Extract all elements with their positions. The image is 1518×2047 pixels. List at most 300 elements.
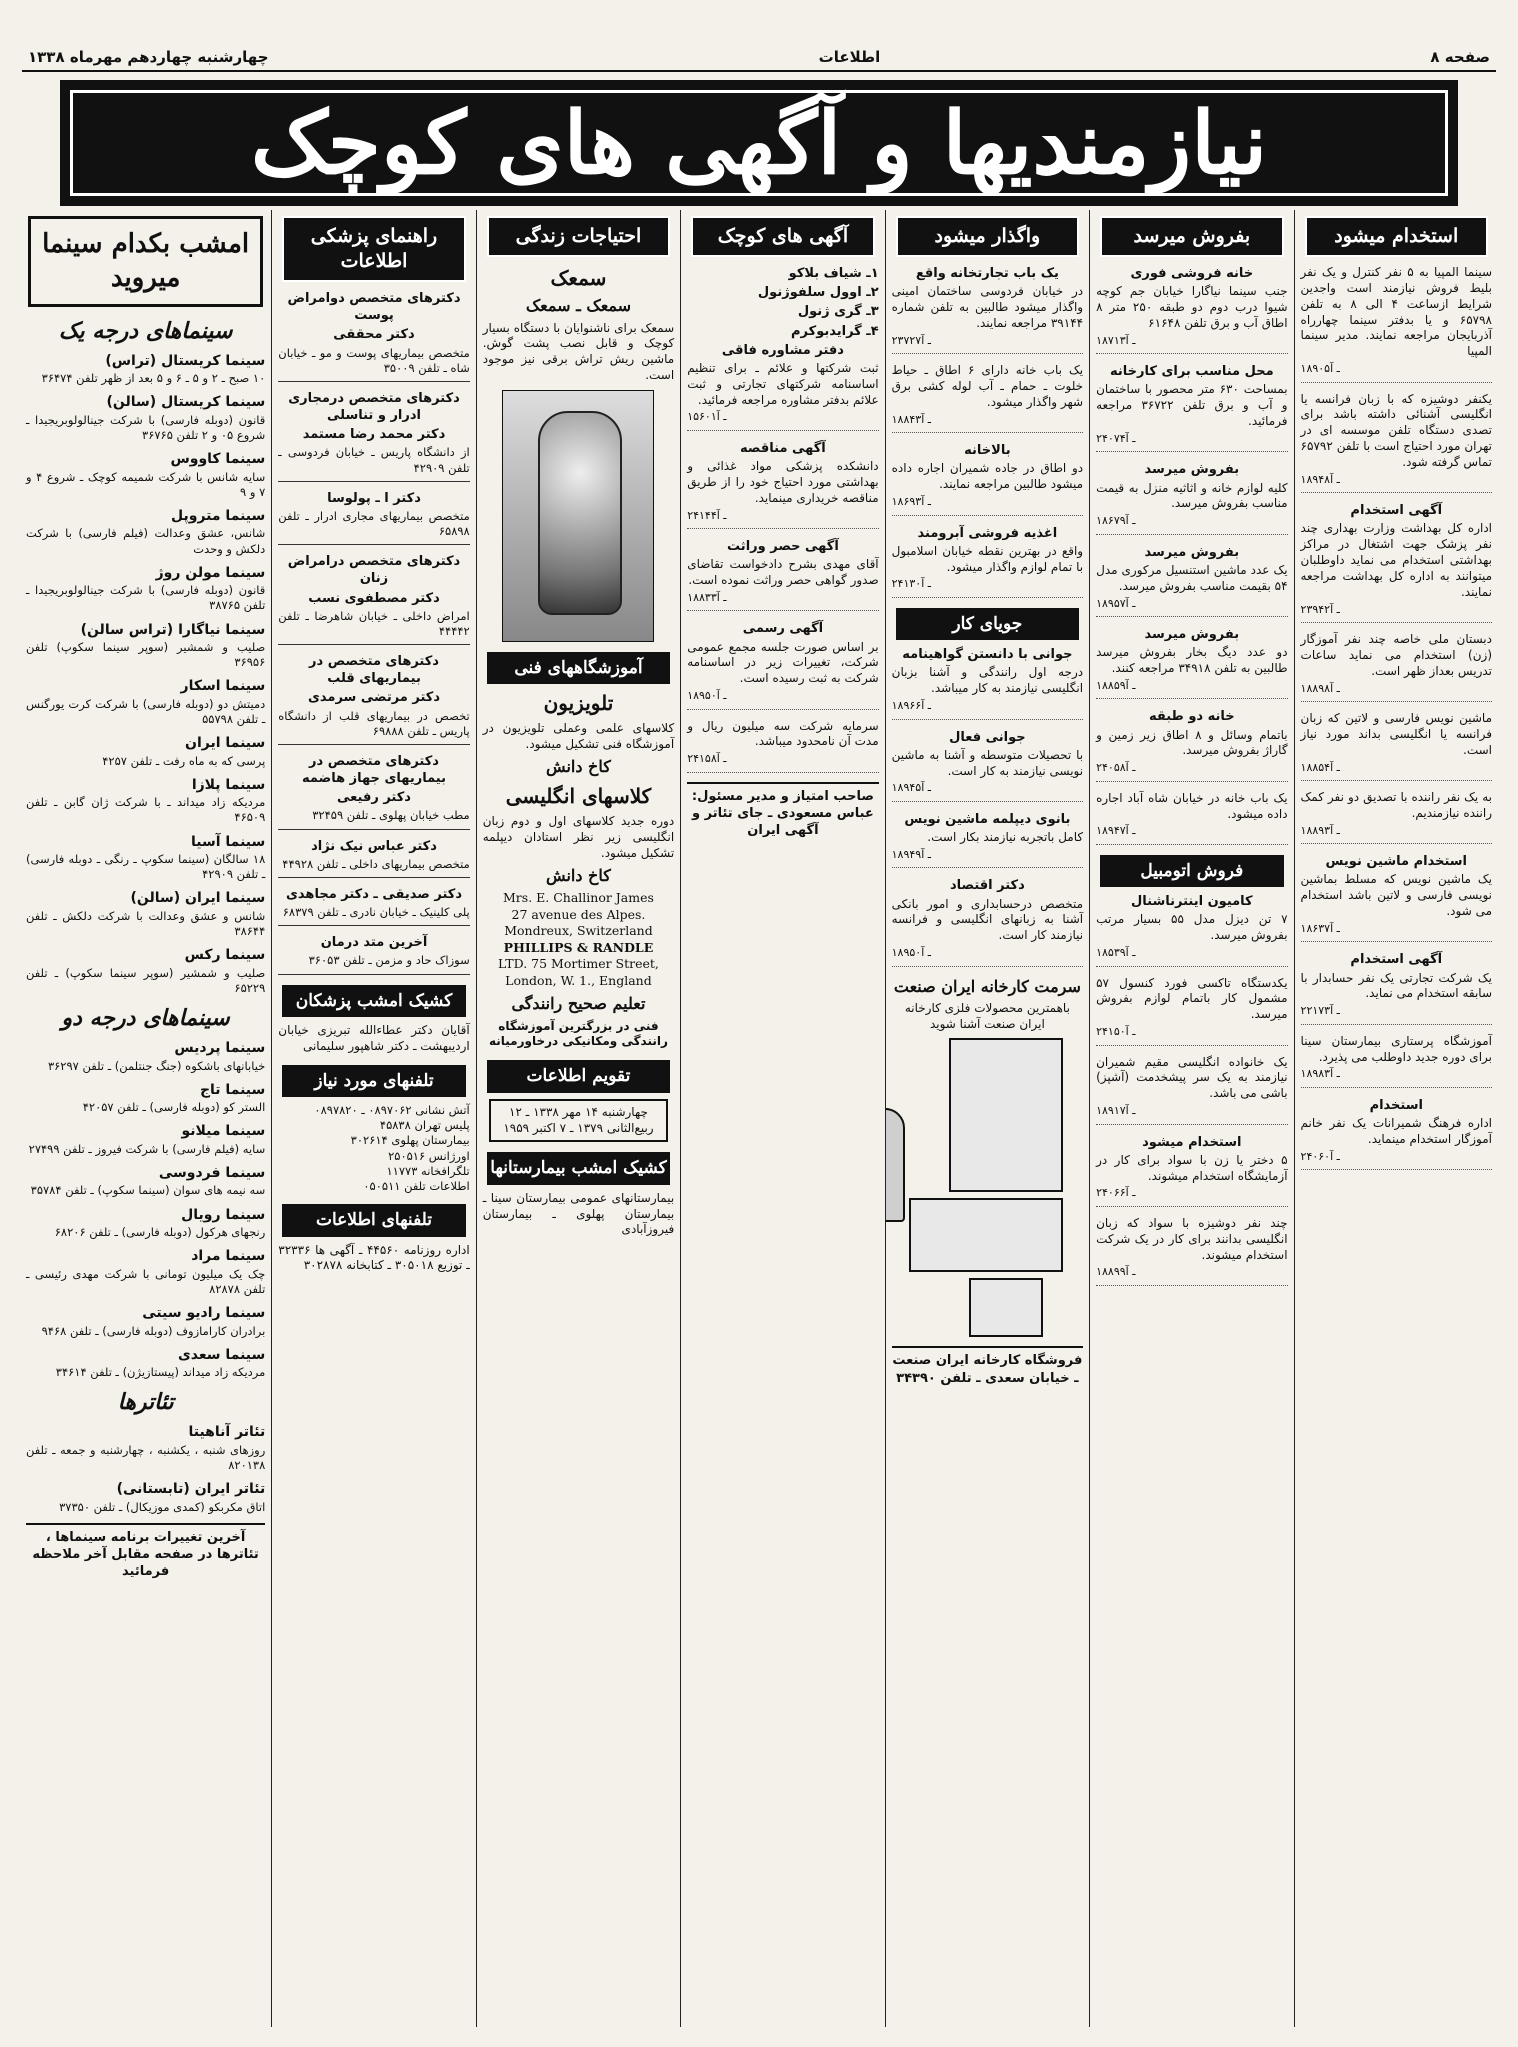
ad-text: دانشکده پزشکی مواد غذائی و بهداشتی مورد احتیاج خود را از طریق مناقصه خریداری مینماید. [687,459,879,505]
cinema-heading: امشب بکدام سینما میروید [28,216,263,307]
first-class-heading: سینماهای درجه یک [58,317,233,344]
cinema-info: سایه شانس با شرکت شمیمه کوچک ـ شروع ۴ و ۷ و ۹ [25,469,266,499]
cinema-name: سینما رکس [184,947,266,964]
phone-list [278,1103,469,1194]
doctor-category: دکترهای متخصص در بیماریهای جهاز هاضمه [302,753,446,787]
phones-heading: تلفنهای مورد نیاز [282,1065,465,1097]
classified-ad [687,719,878,773]
ad-code: ۱۸۸۳۳ـ آ [687,590,727,604]
ad-text: چند نفر دوشیزه با سواد که زبان انگلیسی بدانند برای کار در یک شرکت استخدام میشوند. [1096,1215,1288,1262]
ad-code: ۲۴۱۳۰ـ آ [891,577,931,591]
ad-text: یک خانواده انگلیسی مقیم شمیران نیازمند به یک سر پیشخدمت (آشپز) باشی می باشد. [1096,1054,1288,1101]
doctor-entry [278,934,469,974]
doctor-name: دکتر محققی [333,327,415,343]
doctor-name: دکتر مرتضی سرمدی [308,690,440,706]
classified-ad [1096,976,1287,1046]
cinema-name: سینما آسیا [191,833,266,850]
classified-ad [1301,265,1492,382]
cinema-info: قانون (دوبله فارسی) با شرکت جینالولوبریجیدا ـ تلفن ۳۸۷۶۵ [25,583,266,613]
column-transfers [885,210,1089,2027]
cinema-name: سینما کریستال (تراس) [105,352,266,369]
cinema-entry [26,833,265,883]
theaters-heading: تئاترها [117,1389,174,1416]
cinema-info: شانس، عشق وعدالت (فیلم فارسی) با شرکت دلکش و وحدت [25,526,266,556]
doctor-category: دکترهای متخصص درمجاری ادرار و تناسلی [288,390,460,424]
column-for-sale [1089,210,1293,2027]
ad-title: بفروش میرسد [1144,544,1240,560]
cinema-entry [26,776,265,826]
technical-schools-heading: آموزشگاههای فنی [487,652,670,684]
english-class-text: دوره جدید کلاسهای اول و دوم زبان انگلیسی زیر نظر استادان دیپلمه تشکیل میشود. [482,813,675,860]
cinema-entry [26,946,265,996]
cinema-list [26,352,265,996]
second-class-heading: سینماهای درجه دو [61,1005,230,1032]
cinema-name: سینما رادیو سیتی [142,1305,266,1322]
ad-code: ۲۴۰۶۶ـ آ [1096,1186,1136,1200]
ad-text: اداره فرهنگ شمیرانات یک نفر خانم آموزگار استخدام مینماید. [1300,1116,1492,1146]
classified-ad [1301,951,1492,1024]
cinema-entry [26,1304,265,1339]
cinema-name: تئاتر آناهیتا [188,1424,266,1441]
classified-ad [1301,711,1492,781]
ad-text: به یک نفر راننده با تصدیق دو نفر کمک راننده نیازمندیم. [1300,790,1492,820]
doctor-info: سوزاک حاد و مزمن ـ تلفن ۳۶۰۵۳ [308,953,470,968]
ad-text: ماشین نویس فارسی و لاتین که زبان فرانسه یا انگلیسی بداند مورد نیاز است. [1300,711,1492,757]
doctor-name: دکتر صدیقی ـ دکتر مجاهدی [286,886,462,902]
cinema-info: سه نیمه های سوان (سینما سکوپ) ـ تلفن ۳۵۷۸۴ [30,1183,266,1198]
ad-text: با تحصیلات متوسطه و آشنا به ماشین نویسی نیازمند به کار است. [891,747,1084,778]
masthead [22,44,1496,72]
cinema-info: خیابانهای باشکوه (جنگ جنتلمن) ـ تلفن ۳۶۲۹۷ [47,1058,266,1073]
cinema-info: قانون (دوبله فارسی) با شرکت جینالولوبریجیدا ـ شروع ۰۵ و ۲ تلفن ۳۶۷۶۵ [25,412,266,442]
ad-code: ۲۴۰۵۸ـ آ [1096,761,1136,775]
ad-code: ۲۴۱۵۰ـ آ [1096,1025,1136,1039]
classified-ad [1096,1216,1287,1286]
cinema-name: سینما تاج [199,1081,266,1098]
classified-ad [687,620,878,709]
chair-shape [885,1108,905,1222]
ad-code: ۱۸۹۴۷ـ آ [1096,824,1136,838]
ad-code: ۱۸۸۹۹ـ آ [1096,1265,1136,1279]
doctor-list [278,290,469,974]
ad-text: یکنفر دوشیزه که با زبان فرانسه یا انگلیسی آشنائی داشته باشد برای تصدی دستگاه تلفن موسسه ای در تهران مورد احتیاج است با تلفن ۶۵۷۹۲ تماس گرفته شود. [1300,391,1492,469]
issue-date: چهارشنبه چهاردهم مهرماه ۱۳۳۸ [28,48,269,66]
cinema-name: سینما پلازا [191,776,266,793]
ad-code: ۱۸۶۹۳ـ آ [891,495,931,509]
driving-school-text: فنی در بزرگترین آموزشگاه رانندگی ومکانیکی درخاورمیانه [488,1018,668,1049]
classified-ad [1301,790,1492,844]
product-list-item: ۱ـ شیاف بلاکو [788,266,879,282]
cinema-entry [26,1206,265,1241]
ad-title: اغذیه فروشی آبرومند [917,525,1058,541]
ads-list [1096,265,1287,845]
doctor-entry [278,390,469,482]
ads-list [892,265,1083,598]
ad-code: ۱۸۹۵۷ـ آ [1096,596,1136,610]
ad-text: ۵ دختر یا زن با سواد برای کار در آزمایشگاه استخدام میشوند. [1096,1152,1288,1183]
hospital-text: بیمارستانهای عمومی بیمارستان سینا ـ بیمارستان پهلوی ـ بیمارستان فیروزآبادی [482,1190,675,1237]
ad-text: ثبت شرکتها و علائم ـ برای تنظیم اساسنامه شرکتهای تجارتی و ثبت علائم بدفتر مشاوره مراجعه فرمائید. [687,360,879,407]
ad-code: ۱۸۹۸۳ـ آ [1300,1067,1340,1081]
ad-code: ۱۸۹۴۹ـ آ [891,847,931,861]
column-heading: احتیاجات زندگی [487,216,670,257]
ad-text: متخصص درحسابداری و امور بانکی آشنا به زبانهای انگلیسی و فرانسه نیازمند کار است. [891,896,1084,943]
cinema-info: شانس و عشق وعدالت با شرکت دلکش ـ تلفن ۳۸۶۴۴ [25,908,266,939]
ad-code: ۲۲۱۷۳ـ آ [1300,1004,1340,1018]
ad-title: دکتر اقتصاد [949,878,1025,894]
ad-text: یک باب خانه دارای ۶ اطاق ـ حیاط خلوت ـ حمام ـ آب لوله کشی برق شهر واگذار میشود. [891,363,1084,409]
classified-ad [1301,392,1492,494]
hearing-aid-title: سمعک [550,266,607,291]
classified-ad [892,525,1083,598]
classified-ad [1096,544,1287,617]
ad-title: کامیون اینترناشنال [1131,894,1253,910]
cinema-info: دمیتش دو (دوبله فارسی) با شرکت کرت یورگنس ـ تلفن ۵۵۷۹۸ [25,696,266,726]
classified-ad [1096,1055,1287,1125]
doctor-name: دکتر محمد رضا مستمد [302,427,446,443]
cinema-name: سینما اسکار [180,678,266,695]
ad-text: ۷ تن دیزل مدل ۵۵ بسیار مرتب بفروش میرسد. [1096,912,1288,943]
ad-title: استخدام ماشین نویس [1325,854,1468,870]
ads-list [687,342,878,773]
cinema-name: سینما ایران [185,735,266,752]
ad-text: یکدستگاه تاکسی فورد کنسول ۵۷ مشمول کار باتمام لوازم بفروش میرسد. [1096,975,1288,1022]
classified-ad [687,440,878,529]
ad-title: بانوی دیپلمه ماشین نویس [904,811,1071,827]
ad-title: آگهی مناقصه [740,440,826,456]
ad-code: ۱۸۹۰۵ـ آ [1300,362,1340,376]
ad-text: یک عدد ماشین استنسیل مرکوری مدل ۵۴ بقیمت مناسب بفروش میرسد. [1096,562,1288,593]
cinema-info: برادران کارامازوف (دوبله فارسی) ـ تلفن ۹۴۶۸ [41,1323,266,1338]
classified-ad [1096,626,1287,699]
classified-ad [687,538,878,611]
doctor-name: آخرین متد درمان [320,935,428,951]
ads-list [892,646,1083,966]
phone-entry: آتش نشانی ۰۸۹۷۰۶۲ ـ ۰۸۹۷۸۲۰ [314,1103,470,1118]
theater-list [26,1423,265,1514]
doctor-category: دکترهای متخصص دوامراض پوست [287,291,461,324]
address-line: Mondreux, Switzerland [504,923,653,939]
cinema-info: مردیکه زاد میداند (پیستازیژن) ـ تلفن ۳۴۶۱۴ [55,1365,266,1380]
doctor-name: دکتر عباس نیک نژاد [311,838,437,854]
product-list [687,265,878,340]
cinema-info: روزهای شنبه ، یکشنبه ، چهارشنبه و جمعه ـ تلفن ۸۲۰۱۳۸ [25,1442,266,1473]
doctor-entry [278,290,469,382]
cinema-info: الستر کو (دوبله فارسی) ـ تلفن ۴۲۰۵۷ [82,1100,266,1115]
hearing-aid-text: سمعک برای ناشنوایان با دستگاه بسیار کوچک و قابل نصب پشت گوش. ماشین ریش تراش برقی نیز موجود است. [482,320,675,383]
ad-title: بفروش میرسد [1144,627,1240,643]
doctor-entry [278,886,469,926]
classified-ad [892,363,1083,433]
cinema-entry [26,1247,265,1297]
cinema-list [26,1039,265,1380]
classifieds-banner: نیازمندیها و آگهی های کوچک [60,80,1458,206]
english-class-title: کلاسهای انگلیسی [505,784,652,809]
ad-title: خانه دو طبقه [1149,709,1235,725]
cinema-entry [26,1081,265,1116]
cinema-entry [26,734,265,769]
driving-school-title: تعلیم صحیح رانندگی [511,994,646,1014]
cinema-name: سینما سعدی [177,1346,266,1363]
tv-text: کلاسهای علمی وعملی تلویزیون در آموزشگاه فنی تشکیل میشود. [482,720,675,751]
ad-text: دو اطاق در جاده شمیران اجاره داده میشود طالبین مراجعه نمایند. [891,461,1084,492]
ad-title: استخدام میشود [1142,1134,1242,1150]
ad-title: آگهی استخدام [1350,503,1443,519]
cinema-info: ۱۸ سالگان (سینما سکوپ ـ رنگی ـ دوبله فارسی) ـ تلفن ۴۲۹۰۹ [25,852,266,882]
cinema-name: سینما ایران (سالن) [130,890,266,907]
ad-title: آگهی رسمی [742,621,824,637]
doctor-info: از دانشگاه پاریس ـ خیابان فردوسی ـ تلفن ۴۲۹۰۹ [278,445,470,475]
address-line: Mrs. E. Challinor James [503,890,654,906]
classified-ad [1096,1134,1287,1207]
night-doctors-heading: کشیک امشب پزشکان [282,985,465,1017]
classified-ad [1096,708,1287,781]
classified-ad [892,729,1083,802]
doctor-name: دکتر مصطفوی نسب [308,590,440,606]
ad-title: بفروش میرسد [1144,462,1240,478]
column-living-needs [476,210,680,2027]
ad-text: یک باب خانه در خیابان شاه آباد اجاره داده میشود. [1096,790,1288,821]
cinema-entry [26,1122,265,1157]
column-employment [1294,210,1498,2027]
ad-code: ۱۸۸۹۳ـ آ [1300,823,1340,837]
ad-title: محل مناسب برای کارخانه [1109,364,1274,380]
classified-ad [892,442,1083,515]
cinema-entry [26,507,265,557]
doctor-name: دکتر ا ـ پولوسا [327,490,421,506]
columns [20,210,1498,2027]
ad-title: جوانی با دانستن گواهینامه [902,647,1073,663]
cinema-info: رنجهای هرکول (دوبله فارسی) ـ تلفن ۶۸۲۰۶ [54,1225,266,1240]
cinema-name: سینما متروپل [171,507,266,524]
ad-text: اداره کل بهداشت وزارت بهداری چند نفر پزشک جهت اشتغال در مراکز بهداشتی استخدام می نماید داوطلبان میتوانند به اداره کل بهداشت مراجعه نمایند. [1300,521,1492,599]
column-small-ads [680,210,884,2027]
cinema-entry [26,393,265,443]
address-line: LTD. 75 Mortimer Street, [498,956,659,972]
night-doctors-text: آقایان دکتر عطاءالله تبریزی خیابان اردیبهشت ـ دکتر شاهپور سلیمانی [278,1022,470,1053]
school-name: کاخ دانش [546,757,611,777]
column-heading: بفروش میرسد [1100,216,1283,257]
doctor-name: دکتر رفیعی [337,790,411,806]
classified-ad [1096,893,1287,966]
cinema-name: سینما نیاگارا (تراس سالن) [80,621,266,638]
cinema-name: سینما پردیس [174,1040,266,1057]
cinema-info: اتاق مکربکو (کمدی موزیکال) ـ تلفن ۳۷۳۵۰ [59,1499,266,1514]
cinema-info: چک یک میلیون تومانی با شرکت مهدی رئیسی ـ تلفن ۸۲۸۷۸ [25,1266,266,1296]
cinema-info: صلیب و شمشیر (سوپر سینما سکوپ) تلفن ۳۶۹۵۶ [25,640,266,670]
cinema-entry [26,1480,265,1515]
cinema-entry [26,564,265,614]
ad-text: کامل باتجربه نیازمند بکار است. [927,830,1084,845]
calendar-box: چهارشنبه ۱۴ مهر ۱۳۳۸ ـ ۱۲ ربیع‌الثانی ۱۳۷۹ ـ ۷ اکتبر ۱۹۵۹ [489,1099,668,1143]
ad-text: در خیابان فردوسی ساختمان امینی واگذار میشود طالبین به تلفن شماره ۳۹۱۴۴ مراجعه نمایند. [891,284,1084,330]
ad-code: ۱۸۶۷۹ـ آ [1096,514,1136,528]
factory-ad-text: باهمترین محصولات فلزی کارخانه ایران صنعت آشنا شوید [904,1000,1070,1031]
cinema-name: سینما کاووس [170,451,266,468]
product-list-item: ۳ـ گری ژنول [797,304,879,320]
classified-ad [687,342,878,431]
column-heading: راهنمای پزشکی اطلاعات [282,216,465,282]
ad-code: ۱۸۹۶۶ـ آ [891,699,931,713]
ad-text: واقع در بهترین نقطه خیابان اسلامبول با تمام لوازم واگذار میشود. [891,543,1084,574]
address-line: London, W. 1., England [505,972,652,988]
classified-ad [892,811,1083,869]
cinema-info: پرسی که به ماه رفت ـ تلفن ۴۲۵۷ [102,753,266,768]
info-phones-text: اداره روزنامه ۴۴۵۶۰ ـ آگهی ها ۳۲۳۳۶ ـ توزیع ۳۰۵۰۱۸ ـ کتابخانه ۳۰۲۸۷۸ [278,1242,470,1273]
ad-code: ۱۸۹۱۷ـ آ [1096,1104,1136,1118]
ad-text: یک ماشین نویس که مسلط بماشین نویسی فارسی و لاتین باشد استخدام می شود. [1300,872,1492,919]
doctor-entry [278,553,469,645]
address-line: 27 avenue des Alpes. [511,906,646,922]
ad-text: کلیه لوازم خانه و اثاثیه منزل به قیمت مناسب بفروش میرسد. [1096,480,1288,511]
ad-text: بمساحت ۶۳۰ متر محصور با ساختمان و آب و برق تلفن ۳۶۷۲۲ مراجعه فرمائید. [1096,382,1288,429]
ad-code: ۱۸۸۹۸ـ آ [1300,681,1340,695]
ad-text: دو عدد دیگ بخار بفروش میرسد طالبین به تلفن ۳۴۹۱۸ مراجعه کنند. [1096,645,1288,676]
cinema-name: سینما کریستال (سالن) [106,394,266,411]
classified-ad [1301,632,1492,702]
ad-code: ۱۸۸۵۴ـ آ [1300,760,1340,774]
cinema-name: تئاتر ایران (تابستانی) [116,1481,266,1498]
classified-ad [1096,461,1287,534]
factory-footer: فروشگاه کارخانه ایران صنعت ـ خیابان سعدی ـ تلفن ۳۴۳۹۰ [892,1346,1083,1386]
cinema-info: صلیب و شمشیر (سوپر سینما سکوپ) ـ تلفن ۶۵۲۲۹ [25,965,266,995]
ad-code: ۱۸۶۳۷ـ آ [1300,921,1340,935]
ad-code: ۲۴۱۴۴ـ آ [687,508,727,522]
desk-shape [909,1198,1063,1272]
ad-title: خانه فروشی فوری [1130,266,1254,282]
ad-code: ۱۸۸۵۹ـ آ [1096,678,1136,692]
doctor-info: متخصص بیماریهای داخلی ـ تلفن ۴۴۹۲۸ [282,856,470,871]
ad-title: آگهی استخدام [1350,952,1443,968]
classified-ad [892,265,1083,354]
cinema-entry [26,1346,265,1381]
classified-ad [1301,853,1492,942]
ad-title: بالاخانه [964,443,1011,459]
phone-entry: تلگرافخانه ۱۱۷۷۳ [386,1163,470,1178]
ad-code: ۱۸۹۵۰ـ آ [687,688,727,702]
ad-title: آگهی حصر وراثت [727,539,839,555]
doctor-entry [278,490,469,546]
ad-code: ۱۸۸۴۳ـ آ [891,412,931,426]
doctor-entry [278,753,469,830]
cinema-entry [26,1423,265,1473]
cinema-info: سایه (فیلم فارسی) با شرکت فیروز ـ تلفن ۲۷۴۹۹ [28,1141,266,1156]
ad-text: درجه اول رانندگی و آشنا بزبان انگلیسی نیازمند به کار میباشد. [891,665,1084,696]
job-seekers-heading: جویای کار [896,608,1079,640]
ad-code: ۱۸۹۴۵ـ آ [891,781,931,795]
classified-ad [1301,502,1492,623]
product-list-item: ۲ـ اوول سلفوژنول [757,285,879,301]
ad-code: ۲۴۰۶۰ـ آ [1300,1149,1340,1163]
ad-code: ۱۸۵۳۹ـ آ [1096,946,1136,960]
cinema-info: مردیکه زاد میداند ـ با شرکت ژان گابن ـ تلفن ۴۶۵۰۹ [25,795,266,825]
product-list-item: ۴ـ گرایدبوکرم [791,323,879,339]
ad-text: سینما المپیا به ۵ نفر کنترل و یک نفر بلیط فروش نیازمند است واجدین شرایط ازساعت ۴ الی ۸ به تلفن ۶۵۷۹۸ و یا بدفتر سینما چهارراه آذربایجان مراجعه نمایند. مدیر سینما المپیا [1300,265,1493,359]
doctor-category: دکترهای متخصص در بیماریهای قلب [309,654,439,687]
info-phones-heading: تلفنهای اطلاعات [282,1204,465,1236]
cinema-footer: آخرین تغییرات برنامه سینماها ، تئاترها در صفحه مقابل آخر ملاحظه فرمائید [26,1523,265,1580]
furniture-illustration [885,1038,1083,1338]
column-heading: آگهی های کوچک [691,216,874,257]
ad-code: ۲۳۷۲۷ـ آ [891,333,931,347]
cinema-entry [26,621,265,671]
classified-ad [892,877,1083,966]
tv-title: تلویزیون [543,691,614,716]
ad-code: ۲۳۹۴۲ـ آ [1300,602,1340,616]
phone-entry: بیمارستان پهلوی ۳۰۲۶۱۴ [350,1133,470,1148]
doctor-category: دکترهای متخصص درامراض زنان [287,554,461,587]
locker-shape [969,1278,1043,1337]
hospital-heading: کشیک امشب بیمارستانها [487,1152,670,1184]
ad-code: ۲۴۰۷۴ـ آ [1096,431,1136,445]
ad-text: باتمام وسائل و ۸ اطاق زیر زمین و گاراژ بفروش میرسد. [1096,727,1288,758]
phone-entry: پلیس تهران ۴۵۸۳۸ [379,1118,470,1133]
ad-title: دفتر مشاوره فاقی [721,342,844,358]
cinema-entry [26,889,265,939]
ad-code: ۱۸۷۱۳ـ آ [1096,333,1136,347]
car-sale-heading: فروش اتومبیل [1100,855,1283,887]
page-number: صفحه ۸ [1430,48,1490,66]
publisher-note: صاحب امتیاز و مدیر مسئول: عباس مسعودی ـ جای تئاتر و آگهی ایران [687,782,878,839]
factory-ad-title: سرمت کارخانه ایران صنعت [893,976,1081,996]
hearing-aid-subtitle: سمعک ـ سمعک [525,296,632,316]
classified-ad [1096,363,1287,452]
cinema-name: سینما رویال [181,1206,266,1223]
ad-title: یک باب تجارتخانه واقع [915,266,1059,282]
ad-title: جوانی فعال [949,729,1026,745]
column-heading: استخدام میشود [1305,216,1488,257]
ad-text: جنب سینما نیاگارا خیابان جم کوچه شیوا درب دوم دو طبقه ۲۵۰ متر ۸ اطاق آب و برق تلفن ۶۱۶۴۸ [1096,284,1288,330]
cinema-entry [26,352,265,387]
doctor-info: متخصص بیماریهای مجاری ادرار ـ تلفن ۶۵۸۹۸ [278,508,470,539]
classified-ad [1301,1034,1492,1088]
cinema-entry [26,1164,265,1199]
doctor-info: تخصص در بیماریهای قلب از دانشگاه پاریس ـ تلفن ۶۹۸۸۸ [278,708,470,738]
razor-illustration [502,390,654,642]
cinema-entry [26,1039,265,1074]
razor-shape [538,411,622,615]
doctor-info: پلی کلینیک ـ خیابان نادری ـ تلفن ۶۸۳۷۹ [282,905,470,920]
classified-ad [1301,1097,1492,1170]
ad-code: ۲۴۱۵۸ـ آ [687,752,727,766]
classified-ad [892,646,1083,719]
column-medical-guide [271,210,475,2027]
phone-entry: اطلاعات تلفن ۰۵۰۵۱۱ [363,1178,470,1193]
doctor-entry [278,838,469,878]
ad-title: استخدام [1369,1097,1423,1113]
cinema-name: سینما مراد [191,1248,266,1265]
column-heading: واگذار میشود [896,216,1079,257]
doctor-info: متخصص بیماریهای پوست و مو ـ خیابان شاه ـ تلفن ۳۵۰۰۹ [278,345,470,375]
ad-text: سرمایه شرکت سه میلیون ریال و مدت آن نامحدود میباشد. [687,718,879,749]
column-cinemas [20,210,271,2027]
cinema-name: سینما میلانو [181,1123,266,1140]
phone-entry: اورژانس ۲۵۰۵۱۶ [388,1148,470,1163]
ads-list [1096,893,1287,1286]
cinema-entry [26,677,265,727]
ad-code: ۱۸۹۴۸ـ آ [1300,472,1340,486]
paper-name: اطلاعات [818,48,881,66]
calendar-heading: تقویم اطلاعات [487,1060,670,1092]
ad-code: ۱۸۹۵۰ـ آ [891,946,931,960]
ad-text: آموزشگاه پرستاری بیمارستان سینا برای دوره جدید داوطلب می پذیرد. [1300,1033,1492,1064]
cabinet-shape [949,1038,1063,1192]
cinema-entry [26,450,265,500]
ad-text: بر اساس صورت جلسه مجمع عمومی شرکت، تغییرات زیر در اساسنامه شرکت به ثبت رسیده است. [687,639,879,686]
classified-ad [1096,791,1287,845]
classified-ad [1096,265,1287,354]
doctor-info: امراض داخلی ـ خیابان شاهرضا ـ تلفن ۴۴۴۴۲ [278,608,470,638]
